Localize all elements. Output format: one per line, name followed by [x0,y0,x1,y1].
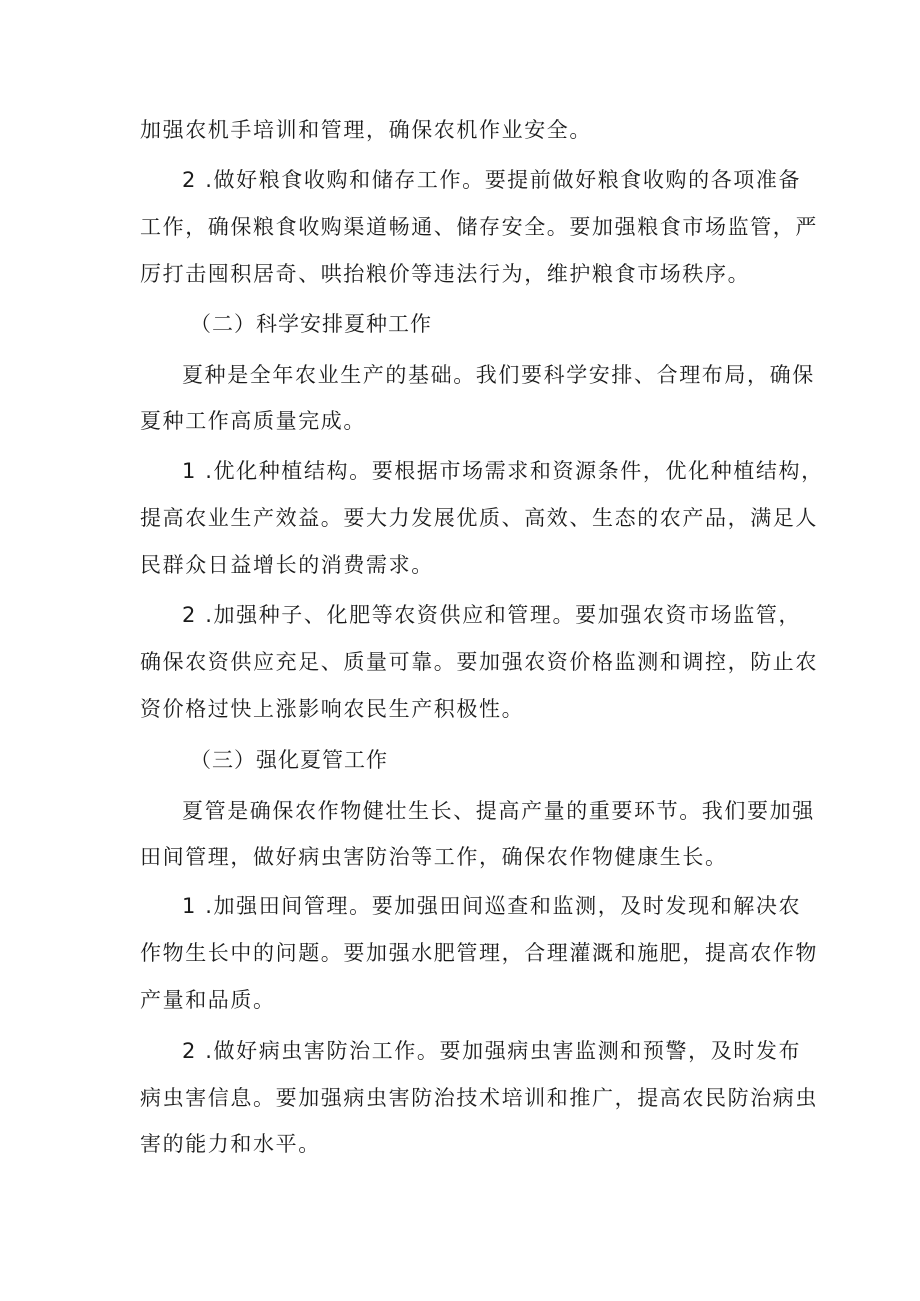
section-heading: （三）强化夏管工作 [190,748,388,772]
paragraph-line: 加强农机手培训和管理，确保农机作业安全。 [140,118,592,142]
paragraph-line: 2 .做好粮食收购和储存工作。要提前做好粮食收购的各项准备 [182,168,802,192]
paragraph-line: 作物生长中的问题。要加强水肥管理，合理灌溉和施肥，提高农作物 [140,941,818,965]
paragraph-line: 确保农资供应充足、质量可靠。要加强农资价格监测和调控，防止农 [140,650,818,674]
paragraph-line: 病虫害信息。要加强病虫害防治技术培训和推广，提高农民防治病虫 [140,1086,818,1110]
paragraph-line: 产量和品质。 [140,988,276,1012]
paragraph-line: 2 .做好病虫害防治工作。要加强病虫害监测和预警，及时发布 [182,1039,802,1063]
paragraph-line: 厉打击囤积居奇、哄抬粮价等违法行为，维护粮食市场秩序。 [140,262,751,286]
paragraph-line: 夏种是全年农业生产的基础。我们要科学安排、合理布局，确保 [182,363,815,387]
paragraph-line: 民群众日益增长的消费需求。 [140,553,434,577]
paragraph-line: 工作，确保粮食收购渠道畅通、储存安全。要加强粮食市场监管，严 [140,215,818,239]
paragraph-line: 2 .加强种子、化肥等农资供应和管理。要加强农资市场监管， [182,603,802,627]
paragraph-line: 夏种工作高质量完成。 [140,409,366,433]
section-heading: （二）科学安排夏种工作 [190,312,432,336]
paragraph-line: 夏管是确保农作物健壮生长、提高产量的重要环节。我们要加强 [182,799,815,823]
paragraph-line: 田间管理，做好病虫害防治等工作，确保农作物健康生长。 [140,845,728,869]
paragraph-line: 1 .加强田间管理。要加强田间巡查和监测，及时发现和解决农 [182,894,802,918]
paragraph-line: 害的能力和水平。 [140,1132,321,1156]
paragraph-line: 1 .优化种植结构。要根据市场需求和资源条件，优化种植结构， [182,459,824,483]
paragraph-line: 资价格过快上涨影响农民生产积极性。 [140,697,525,721]
paragraph-line: 提高农业生产效益。要大力发展优质、高效、生态的农产品，满足人 [140,506,818,530]
